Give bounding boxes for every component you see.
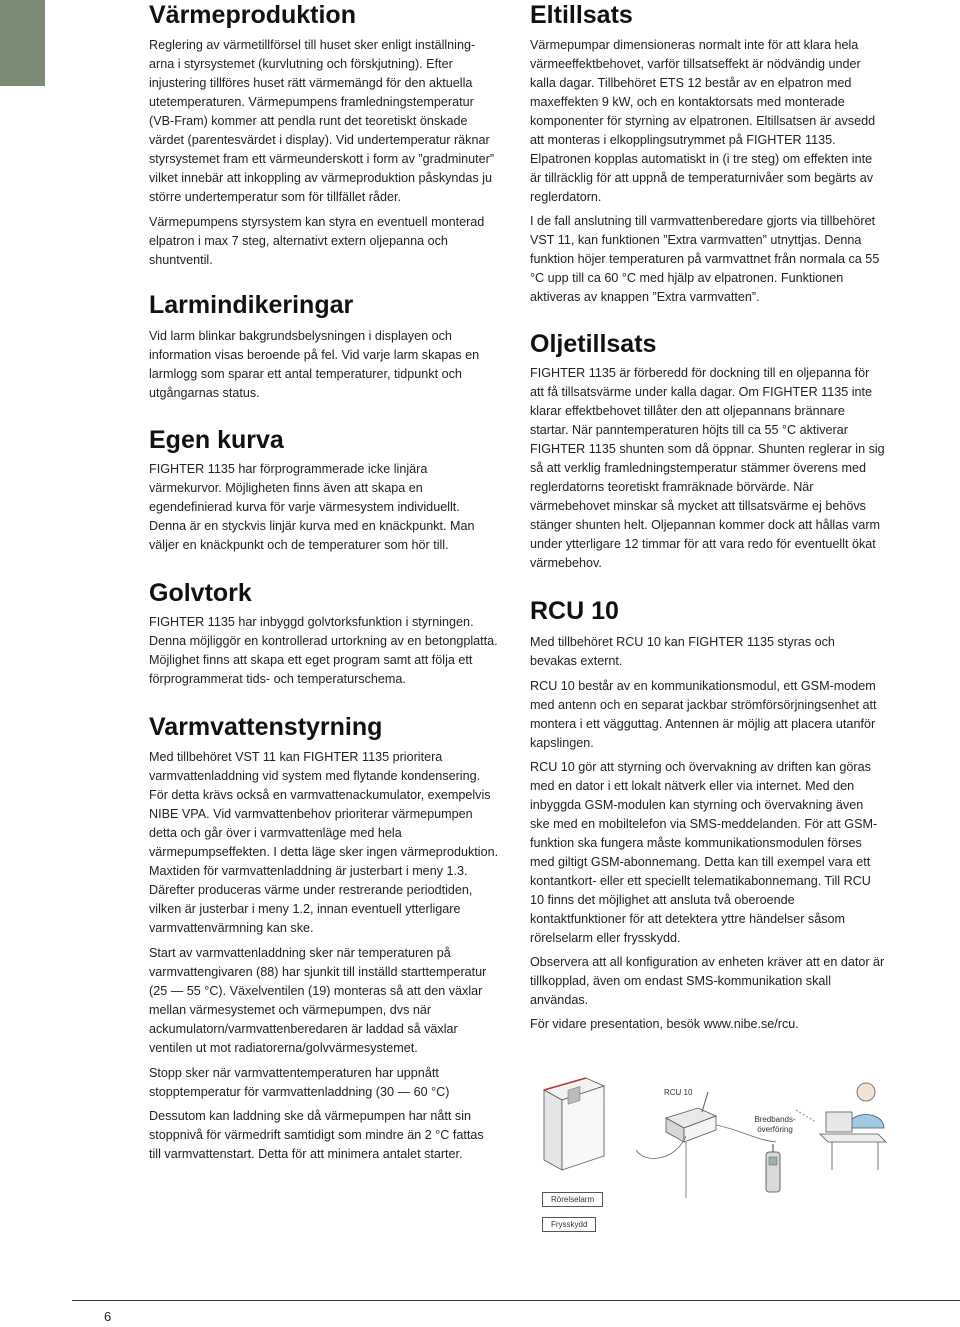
varmvatten-paragraph-2: Start av varmvattenladdning sker när temperaturen på varmvattengivaren (88) har sjunkit till inställd starttemperatur (25 — 55 °C). Växelventilen (19) monteras så att den växlar mellan värmesystemet och värmepumpen, dvs när ackumulatorn/varmvattenberedaren är laddad så växlar ventilen ut mot radiatorerna/golvvärmesystemet. <box>149 946 487 1055</box>
heading-varmeproduktion: Värmeproduktion <box>149 1 356 29</box>
heat-pump-cabinet-icon <box>544 1078 604 1170</box>
rcu-p5-wrap <box>530 1015 885 1034</box>
rcu-p4-wrap <box>530 953 885 1010</box>
varmvatten-paragraph-3: Stopp sker när varmvattentemperaturen har uppnått stopptemperatur för varmvattenladdning (30 — 60 °C) <box>149 1066 450 1099</box>
golvtork-p1-wrap <box>149 613 499 689</box>
section-egen-kurva <box>149 425 499 455</box>
heading-varmvattenstyrning: Varmvattenstyrning <box>149 713 383 741</box>
varmeproduktion-paragraph-1: Reglering av värmetillförsel till huset sker enligt inställning-arna i styrsystemet (kurvlutning och förskjutning). Efter injustering tillföres huset rätt värmemängd för den aktuella utetemperaturen. Värmepumpens framledningstemperatur (VB-Fram) kommer att pendla runt det teoretiskt önskade värdet (parentesvärdet i display). Vid undertemperatur räknar styrsystemet fram ett värmeunderskott i form av ”gradminuter” vilket innebär att inkoppling av värmeproduktion påskyndas ju större undertemperatur som för tillfället råder. <box>149 38 495 204</box>
eltillsats-paragraph-2: I de fall anslutning till varmvattenberedare gjorts via tillbehöret VST 11, kan funktionen ”Extra varmvatten” utnyttjas. Denna funktion höjer temperaturen på varmvattnet från normala ca 55 °C upp till ca 60 °C med hjälp av elpatronen. Funktionen aktiveras av knappen ”Extra varmvatten”. <box>530 214 880 304</box>
section-oljetillsats <box>530 329 885 359</box>
rcu-p2-wrap <box>530 677 885 753</box>
varmvatten-p3-wrap <box>149 1064 499 1102</box>
larm-paragraph-1: Vid larm blinkar bakgrundsbelysningen i displayen och information visas beroende på fel. Vid varje larm skapas en larmlogg som sparar ett antal temperaturer, tidpunkt och utgångarnas status. <box>149 329 480 400</box>
rcu-paragraph-3: RCU 10 gör att styrning och övervakning av driften kan göras med en dator i ett lokalt nätverk eller via internet. Med den inbyggda GSM-modulen kan styrning och övervakning även ske med en mobiltelefon via SMS-meddelanden. För att GSM-funktion ska fungera måste kommunikationsmodulen förses med giltigt GSM-abonnemang. Detta kan till exempel vara ett kontantkort- eller ett speciellt telematikabonnemang. Till RCU 10 finns det möjlighet att ansluta två oberoende kontaktfunktioner för att detektera yttre händelser såsom rörelselarm eller frysskydd. <box>530 760 878 945</box>
oljetillsats-paragraph-1: FIGHTER 1135 är förberedd för dockning till en oljepanna för att få tillsatsvärme under kalla dagar. Om FIGHTER 1135 inte klarar effektbehovet tillåter den att oljepannans brännare startar. När panntemperaturen höjts till ca 55 °C aktiverar FIGHTER 1135 shunten som då öppnar. Shunten reglerar in sig så att verklig framledningstemperatur stämmer överens med reglerdatorns teoretiskt framräknade börvärde. När värmebehovet minskar så mycket att tillsatsvärme ej behövs stänger shunten helt. Oljepannan kommer dock att hållas varm under ytterligare 12 timmar för att vara redo för eventuellt ökat värmebehov. <box>530 366 885 570</box>
section-tab-marker <box>0 0 45 86</box>
footer-divider <box>72 1300 960 1301</box>
section-larm <box>149 290 499 320</box>
rcu-paragraph-2: RCU 10 består av en kommunikationsmodul, ett GSM-modem med antenn och en separat jackbar strömförsörjningsenhet att montera i ett vägguttag. Antennen är möjlig att placera utanför kapslingen. <box>530 679 877 750</box>
varmvatten-p1-wrap <box>149 748 499 938</box>
varmeproduktion-p2-wrap <box>149 213 499 270</box>
rcu-p3-wrap <box>530 758 885 948</box>
eltillsats-p2-wrap <box>530 212 885 307</box>
frysskydd-label: Frysskydd <box>542 1217 596 1232</box>
section-eltillsats <box>530 0 885 30</box>
egen-p1-wrap <box>149 460 499 555</box>
rcu-paragraph-4: Observera att all konfiguration av enheten kräver att en dator är tillkopplad, även om endast SMS-kommunikation skall användas. <box>530 955 885 1007</box>
mobile-phone-icon <box>766 1144 780 1192</box>
egen-kurva-paragraph-1: FIGHTER 1135 har förprogrammerade icke linjära värmekurvor. Möjligheten finns även att skapa en egendefinierad kurva för varje värmesystem individuellt. Denna är en styckvis linjär kurva med en knäckpunkt. Man väljer en knäckpunkt och de temperaturer som hör till. <box>149 462 475 552</box>
varmvatten-p4-wrap <box>149 1107 499 1164</box>
heading-larmindikeringar: Larmindikeringar <box>149 291 354 319</box>
varmvatten-paragraph-4: Dessutom kan laddning ske då värmepumpen har nått sin stoppnivå för värmedrift samtidigt som mindre än 2 °C fattas till varmvattenstart. Detta för att minimera antalet starter. <box>149 1109 484 1161</box>
rcu-paragraph-5: För vidare presentation, besök www.nibe.se/rcu. <box>530 1017 799 1031</box>
varmeproduktion-paragraph-2: Värmepumpens styrsystem kan styra en eventuell monterad elpatron i max 7 steg, alternativt extern oljepanna och shuntventil. <box>149 215 485 267</box>
heading-egen-kurva: Egen kurva <box>149 426 284 454</box>
rcu-illustration <box>526 1070 946 1240</box>
varmeproduktion-p1-wrap <box>149 36 499 207</box>
heading-eltillsats: Eltillsats <box>530 1 633 29</box>
bredband-label: Bredbands-överföring <box>754 1115 796 1134</box>
rorelselarm-label: Rörelselarm <box>542 1192 603 1207</box>
heading-oljetillsats: Oljetillsats <box>530 330 657 358</box>
larm-p1-wrap <box>149 327 499 403</box>
rcu-p1-wrap <box>530 633 885 671</box>
heading-golvtork: Golvtork <box>149 579 252 607</box>
rcu-illustration-drawing <box>526 1070 946 1240</box>
varmvatten-p2-wrap <box>149 944 499 1058</box>
rcu-paragraph-1: Med tillbehöret RCU 10 kan FIGHTER 1135 styras och bevakas externt. <box>530 635 835 668</box>
rcu10-label: RCU 10 <box>664 1088 693 1097</box>
eltillsats-p1-wrap <box>530 36 885 207</box>
section-golvtork <box>149 578 499 608</box>
heading-rcu10: RCU 10 <box>530 597 619 625</box>
page-number: 6 <box>104 1309 112 1324</box>
section-varmvattenstyrning <box>149 712 499 742</box>
golvtork-paragraph-1: FIGHTER 1135 har inbyggd golvtorksfunktion i styrningen. Denna möjliggör en kontrollerad urtorkning av en betongplatta. Möjlighet finns att skapa ett eget program samt att följa ett förprogrammerat tids- och temperaturschema. <box>149 615 498 686</box>
oljetillsats-p1-wrap <box>530 364 885 573</box>
section-varmeproduktion <box>149 0 499 30</box>
eltillsats-paragraph-1: Värmepumpar dimensioneras normalt inte för att klara hela värmeeffektbehovet, varför tillsatseffekt är nödvändig under kalla dagar. Tillbehöret ETS 12 består av en elpatron med maxeffekten 9 kW, och en kontaktorsats med monterade komponenter för styrning av elpatronen. Eltillsatsen är avsedd att monteras i elkopplingsutrymmet på FIGHTER 1135. Elpatronen kopplas automatiskt in (i tre steg) om effekten inte är tillräcklig för att uppnå de temperaturnivåer som begärts av reglerdatorn. <box>530 38 876 204</box>
person-at-computer-icon <box>820 1083 886 1170</box>
varmvatten-paragraph-1: Med tillbehöret VST 11 kan FIGHTER 1135 prioritera varmvattenladdning vid system med flytande kondensering. För detta krävs också en varmvattenackumulator, exempelvis NIBE VPA. Vid varmvattenbehov prioriterar värmepumpen detta och går över i varmvattenläge med hela värmepumpseffekten. I detta läge sker ingen värmeproduktion. Maxtiden för varmvattenladdning är justerbart i meny 1.3. Därefter produceras värme under restrerande periodtiden, vilken är justerbar i meny 1.2, innan eventuell ytterligare varmvattenvärmning kan ske. <box>149 750 499 935</box>
section-rcu10 <box>530 596 885 626</box>
